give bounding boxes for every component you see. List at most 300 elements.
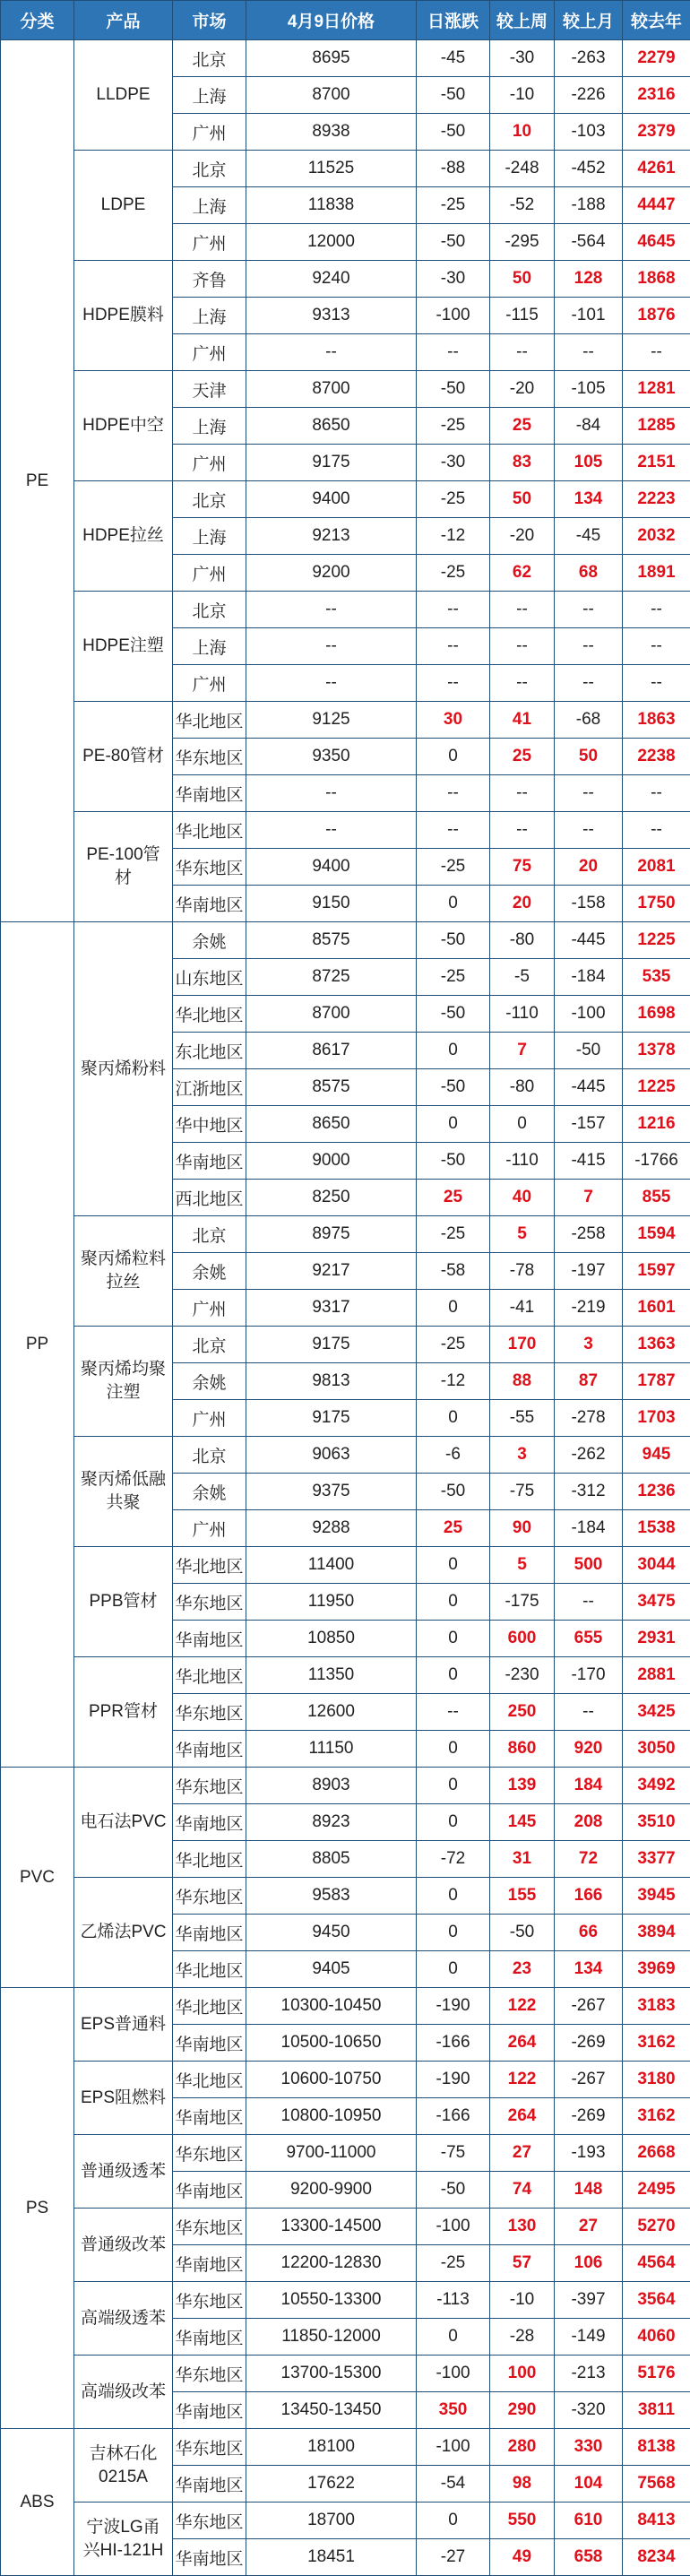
day-change-cell: 0 <box>417 1584 490 1621</box>
month-change-cell: -197 <box>555 1253 623 1290</box>
header-month-change: 较上月 <box>555 1 623 40</box>
day-change-cell: 0 <box>417 1547 490 1584</box>
week-change-cell: -55 <box>490 1400 555 1437</box>
market-cell: 华南地区 <box>173 775 246 812</box>
day-change-cell: 0 <box>417 1915 490 1951</box>
year-change-cell: 1281 <box>623 371 690 408</box>
week-change-cell: 290 <box>490 2392 555 2429</box>
week-change-cell: -- <box>490 628 555 665</box>
day-change-cell: -25 <box>417 408 490 445</box>
year-change-cell: 3162 <box>623 2098 690 2135</box>
day-change-cell: 0 <box>417 1731 490 1768</box>
day-change-cell: -25 <box>417 959 490 996</box>
market-cell: 华东地区 <box>173 1694 246 1731</box>
market-cell: 上海 <box>173 187 246 224</box>
market-cell: 华北地区 <box>173 2062 246 2098</box>
product-cell: 聚丙烯低融共聚 <box>74 1437 173 1547</box>
day-change-cell: -88 <box>417 151 490 187</box>
market-cell: 上海 <box>173 628 246 665</box>
year-change-cell: 2081 <box>623 849 690 886</box>
day-change-cell: 0 <box>417 1106 490 1143</box>
week-change-cell: 122 <box>490 2062 555 2098</box>
week-change-cell: -20 <box>490 518 555 555</box>
day-change-cell: -50 <box>417 114 490 151</box>
market-cell: 北京 <box>173 481 246 518</box>
day-change-cell: -- <box>417 665 490 702</box>
table-row <box>1 151 690 187</box>
header-week-change: 较上周 <box>490 1 555 40</box>
market-cell: 天津 <box>173 371 246 408</box>
price-cell: 12000 <box>246 224 417 261</box>
price-cell: 8617 <box>246 1033 417 1069</box>
year-change-cell: 1703 <box>623 1400 690 1437</box>
year-change-cell: 2238 <box>623 739 690 775</box>
category-cell: PVC <box>1 1768 74 1988</box>
header-year-change: 较去年 <box>623 1 690 40</box>
table-row <box>1 1988 690 2025</box>
market-cell: 华北地区 <box>173 996 246 1033</box>
week-change-cell: -248 <box>490 151 555 187</box>
price-cell: 9217 <box>246 1253 417 1290</box>
day-change-cell: 0 <box>417 2503 490 2539</box>
month-change-cell: -50 <box>555 1033 623 1069</box>
market-cell: 山东地区 <box>173 959 246 996</box>
market-cell: 华南地区 <box>173 1143 246 1180</box>
market-cell: 华东地区 <box>173 1768 246 1804</box>
month-change-cell: -105 <box>555 371 623 408</box>
month-change-cell: -84 <box>555 408 623 445</box>
day-change-cell: -50 <box>417 77 490 114</box>
month-change-cell: -184 <box>555 959 623 996</box>
month-change-cell: -278 <box>555 1400 623 1437</box>
day-change-cell: 0 <box>417 1804 490 1841</box>
month-change-cell: -445 <box>555 922 623 959</box>
week-change-cell: 41 <box>490 702 555 739</box>
week-change-cell: 122 <box>490 1988 555 2025</box>
market-cell: 华南地区 <box>173 2025 246 2062</box>
week-change-cell: -30 <box>490 40 555 77</box>
week-change-cell: 20 <box>490 886 555 922</box>
market-cell: 上海 <box>173 408 246 445</box>
header-day-change: 日涨跌 <box>417 1 490 40</box>
day-change-cell: -113 <box>417 2282 490 2319</box>
price-cell: -- <box>246 665 417 702</box>
market-cell: 华东地区 <box>173 739 246 775</box>
table-row <box>1 592 690 628</box>
table-row <box>1 1437 690 1474</box>
week-change-cell: 550 <box>490 2503 555 2539</box>
product-cell: PE-100管材 <box>74 812 173 922</box>
price-cell: 9175 <box>246 445 417 481</box>
month-change-cell: 184 <box>555 1768 623 1804</box>
week-change-cell: -115 <box>490 298 555 334</box>
price-cell: 9150 <box>246 886 417 922</box>
price-cell: -- <box>246 592 417 628</box>
product-cell: HDPE拉丝 <box>74 481 173 592</box>
day-change-cell: -12 <box>417 518 490 555</box>
market-cell: 华南地区 <box>173 886 246 922</box>
week-change-cell: 170 <box>490 1327 555 1363</box>
market-cell: 广州 <box>173 1400 246 1437</box>
market-cell: 华南地区 <box>173 1621 246 1657</box>
year-change-cell: 535 <box>623 959 690 996</box>
week-change-cell: 31 <box>490 1841 555 1878</box>
day-change-cell: -75 <box>417 2135 490 2172</box>
year-change-cell: 3050 <box>623 1731 690 1768</box>
product-cell: 普通级改苯 <box>74 2209 173 2282</box>
year-change-cell: 3475 <box>623 1584 690 1621</box>
market-cell: 华南地区 <box>173 1804 246 1841</box>
header-market: 市场 <box>173 1 246 40</box>
year-change-cell: -- <box>623 334 690 371</box>
week-change-cell: 62 <box>490 555 555 592</box>
product-cell: HDPE中空 <box>74 371 173 481</box>
week-change-cell: -80 <box>490 922 555 959</box>
table-row <box>1 702 690 739</box>
week-change-cell: 130 <box>490 2209 555 2245</box>
year-change-cell: 7568 <box>623 2466 690 2503</box>
week-change-cell: 27 <box>490 2135 555 2172</box>
market-cell: 西北地区 <box>173 1180 246 1216</box>
table-row <box>1 2429 690 2466</box>
week-change-cell: 280 <box>490 2429 555 2466</box>
market-cell: 广州 <box>173 445 246 481</box>
week-change-cell: 40 <box>490 1180 555 1216</box>
year-change-cell: -- <box>623 665 690 702</box>
price-cell: -- <box>246 812 417 849</box>
week-change-cell: 25 <box>490 408 555 445</box>
week-change-cell: -28 <box>490 2319 555 2356</box>
day-change-cell: 0 <box>417 1951 490 1988</box>
month-change-cell: 87 <box>555 1363 623 1400</box>
week-change-cell: -41 <box>490 1290 555 1327</box>
market-cell: 北京 <box>173 592 246 628</box>
month-change-cell: -452 <box>555 151 623 187</box>
month-change-cell: 655 <box>555 1621 623 1657</box>
price-cell: 13450-13450 <box>246 2392 417 2429</box>
month-change-cell: -- <box>555 334 623 371</box>
price-cell: 13700-15300 <box>246 2356 417 2392</box>
market-cell: 华东地区 <box>173 1878 246 1915</box>
month-change-cell: 500 <box>555 1547 623 1584</box>
month-change-cell: -213 <box>555 2356 623 2392</box>
price-cell: 11350 <box>246 1657 417 1694</box>
month-change-cell: -45 <box>555 518 623 555</box>
table-row <box>1 1878 690 1915</box>
market-cell: 余姚 <box>173 1474 246 1510</box>
month-change-cell: -262 <box>555 1437 623 1474</box>
year-change-cell: 1698 <box>623 996 690 1033</box>
price-cell: 9400 <box>246 849 417 886</box>
year-change-cell: 2032 <box>623 518 690 555</box>
month-change-cell: 50 <box>555 739 623 775</box>
price-cell: 9813 <box>246 1363 417 1400</box>
year-change-cell: 1601 <box>623 1290 690 1327</box>
year-change-cell: 945 <box>623 1437 690 1474</box>
month-change-cell: 66 <box>555 1915 623 1951</box>
table-row <box>1 2209 690 2245</box>
year-change-cell: -1766 <box>623 1143 690 1180</box>
product-cell: HDPE注塑 <box>74 592 173 702</box>
price-cell: 9175 <box>246 1327 417 1363</box>
day-change-cell: 0 <box>417 1400 490 1437</box>
year-change-cell: 5270 <box>623 2209 690 2245</box>
year-change-cell: 2279 <box>623 40 690 77</box>
year-change-cell: 3492 <box>623 1768 690 1804</box>
year-change-cell: 4645 <box>623 224 690 261</box>
price-cell: 18700 <box>246 2503 417 2539</box>
day-change-cell: -- <box>417 334 490 371</box>
week-change-cell: -- <box>490 334 555 371</box>
day-change-cell: -50 <box>417 2172 490 2209</box>
week-change-cell: 139 <box>490 1768 555 1804</box>
price-cell: 9375 <box>246 1474 417 1510</box>
month-change-cell: 166 <box>555 1878 623 1915</box>
table-row <box>1 1768 690 1804</box>
market-cell: 北京 <box>173 1216 246 1253</box>
price-cell: 11950 <box>246 1584 417 1621</box>
month-change-cell: -- <box>555 665 623 702</box>
year-change-cell: -- <box>623 592 690 628</box>
market-cell: 广州 <box>173 1510 246 1547</box>
market-cell: 江浙地区 <box>173 1069 246 1106</box>
year-change-cell: 3564 <box>623 2282 690 2319</box>
year-change-cell: 8234 <box>623 2539 690 2576</box>
month-change-cell: 134 <box>555 481 623 518</box>
week-change-cell: 250 <box>490 1694 555 1731</box>
week-change-cell: -230 <box>490 1657 555 1694</box>
year-change-cell: 1378 <box>623 1033 690 1069</box>
table-row <box>1 261 690 298</box>
price-cell: 9000 <box>246 1143 417 1180</box>
day-change-cell: -166 <box>417 2098 490 2135</box>
month-change-cell: 20 <box>555 849 623 886</box>
market-cell: 广州 <box>173 114 246 151</box>
year-change-cell: 3894 <box>623 1915 690 1951</box>
week-change-cell: 600 <box>490 1621 555 1657</box>
week-change-cell: 5 <box>490 1216 555 1253</box>
price-cell: 9317 <box>246 1290 417 1327</box>
day-change-cell: -166 <box>417 2025 490 2062</box>
year-change-cell: 5176 <box>623 2356 690 2392</box>
year-change-cell: 3811 <box>623 2392 690 2429</box>
month-change-cell: -258 <box>555 1216 623 1253</box>
year-change-cell: 3377 <box>623 1841 690 1878</box>
market-cell: 华东地区 <box>173 2503 246 2539</box>
table-row <box>1 2356 690 2392</box>
price-cell: 11850-12000 <box>246 2319 417 2356</box>
market-cell: 华南地区 <box>173 2392 246 2429</box>
table-row <box>1 2503 690 2539</box>
market-cell: 华南地区 <box>173 2319 246 2356</box>
week-change-cell: 100 <box>490 2356 555 2392</box>
product-cell: 聚丙烯均聚注塑 <box>74 1327 173 1437</box>
year-change-cell: 1216 <box>623 1106 690 1143</box>
year-change-cell: 2881 <box>623 1657 690 1694</box>
price-cell: 12200-12830 <box>246 2245 417 2282</box>
price-cell: 8700 <box>246 371 417 408</box>
table-body <box>1 40 690 2576</box>
day-change-cell: 350 <box>417 2392 490 2429</box>
week-change-cell: 155 <box>490 1878 555 1915</box>
month-change-cell: -188 <box>555 187 623 224</box>
price-cell: 11838 <box>246 187 417 224</box>
market-cell: 北京 <box>173 40 246 77</box>
year-change-cell: 1594 <box>623 1216 690 1253</box>
product-cell: 高端级改苯 <box>74 2356 173 2429</box>
week-change-cell: 57 <box>490 2245 555 2282</box>
price-cell: 13300-14500 <box>246 2209 417 2245</box>
price-cell: -- <box>246 775 417 812</box>
market-cell: 华南地区 <box>173 2466 246 2503</box>
market-cell: 余姚 <box>173 1253 246 1290</box>
year-change-cell: 2316 <box>623 77 690 114</box>
day-change-cell: -27 <box>417 2539 490 2576</box>
header-category: 分类 <box>1 1 74 40</box>
month-change-cell: 27 <box>555 2209 623 2245</box>
market-cell: 广州 <box>173 334 246 371</box>
price-cell: 9063 <box>246 1437 417 1474</box>
day-change-cell: 25 <box>417 1510 490 1547</box>
month-change-cell: 920 <box>555 1731 623 1768</box>
day-change-cell: 0 <box>417 886 490 922</box>
day-change-cell: -25 <box>417 481 490 518</box>
price-cell: 9350 <box>246 739 417 775</box>
price-cell: 9583 <box>246 1878 417 1915</box>
month-change-cell: -269 <box>555 2098 623 2135</box>
price-cell: 10550-13300 <box>246 2282 417 2319</box>
day-change-cell: -72 <box>417 1841 490 1878</box>
year-change-cell: 3425 <box>623 1694 690 1731</box>
price-cell: 8650 <box>246 408 417 445</box>
market-cell: 华南地区 <box>173 1915 246 1951</box>
price-cell: 18100 <box>246 2429 417 2466</box>
product-cell: 聚丙烯粒料拉丝 <box>74 1216 173 1327</box>
table-row <box>1 2062 690 2098</box>
price-cell: 8700 <box>246 77 417 114</box>
day-change-cell: -6 <box>417 1437 490 1474</box>
year-change-cell: 3969 <box>623 1951 690 1988</box>
month-change-cell: 106 <box>555 2245 623 2282</box>
price-cell: 9450 <box>246 1915 417 1951</box>
day-change-cell: 0 <box>417 1290 490 1327</box>
product-cell: PPR管材 <box>74 1657 173 1768</box>
product-cell: 电石法PVC <box>74 1768 173 1878</box>
day-change-cell: -30 <box>417 445 490 481</box>
price-cell: -- <box>246 628 417 665</box>
day-change-cell: -25 <box>417 2245 490 2282</box>
market-cell: 华东地区 <box>173 2282 246 2319</box>
week-change-cell: 74 <box>490 2172 555 2209</box>
market-cell: 上海 <box>173 298 246 334</box>
table-row <box>1 1657 690 1694</box>
week-change-cell: -50 <box>490 1915 555 1951</box>
table-row <box>1 2282 690 2319</box>
week-change-cell: -5 <box>490 959 555 996</box>
product-cell: PE-80管材 <box>74 702 173 812</box>
product-cell: HDPE膜料 <box>74 261 173 371</box>
market-cell: 华北地区 <box>173 812 246 849</box>
week-change-cell: 50 <box>490 481 555 518</box>
day-change-cell: -100 <box>417 2429 490 2466</box>
price-cell: 8975 <box>246 1216 417 1253</box>
month-change-cell: -149 <box>555 2319 623 2356</box>
price-cell: 8903 <box>246 1768 417 1804</box>
month-change-cell: -312 <box>555 1474 623 1510</box>
table-row <box>1 371 690 408</box>
market-cell: 华北地区 <box>173 1841 246 1878</box>
market-cell: 华北地区 <box>173 1951 246 1988</box>
price-cell: 9405 <box>246 1951 417 1988</box>
day-change-cell: 0 <box>417 1033 490 1069</box>
market-cell: 华北地区 <box>173 1988 246 2025</box>
week-change-cell: 264 <box>490 2025 555 2062</box>
month-change-cell: -267 <box>555 1988 623 2025</box>
day-change-cell: -- <box>417 592 490 628</box>
week-change-cell: -175 <box>490 1584 555 1621</box>
month-change-cell: 68 <box>555 555 623 592</box>
day-change-cell: -30 <box>417 261 490 298</box>
week-change-cell: -- <box>490 812 555 849</box>
year-change-cell: 8413 <box>623 2503 690 2539</box>
day-change-cell: -190 <box>417 1988 490 2025</box>
price-cell: 10500-10650 <box>246 2025 417 2062</box>
market-cell: 华南地区 <box>173 2539 246 2576</box>
market-cell: 华北地区 <box>173 1547 246 1584</box>
month-change-cell: -158 <box>555 886 623 922</box>
year-change-cell: 1750 <box>623 886 690 922</box>
month-change-cell: -- <box>555 1694 623 1731</box>
day-change-cell: -25 <box>417 849 490 886</box>
month-change-cell: -- <box>555 1584 623 1621</box>
week-change-cell: 264 <box>490 2098 555 2135</box>
month-change-cell: -184 <box>555 1510 623 1547</box>
table-row <box>1 1327 690 1363</box>
price-cell: 9313 <box>246 298 417 334</box>
price-cell: -- <box>246 334 417 371</box>
price-cell: 9240 <box>246 261 417 298</box>
day-change-cell: -100 <box>417 2209 490 2245</box>
day-change-cell: 0 <box>417 739 490 775</box>
month-change-cell: -100 <box>555 996 623 1033</box>
market-cell: 华东地区 <box>173 2209 246 2245</box>
market-cell: 华南地区 <box>173 2245 246 2282</box>
product-cell: 宁波LG甬兴HI-121H <box>74 2503 173 2576</box>
product-cell: 普通级透苯 <box>74 2135 173 2209</box>
week-change-cell: 50 <box>490 261 555 298</box>
market-cell: 华东地区 <box>173 1584 246 1621</box>
price-cell: 8575 <box>246 1069 417 1106</box>
year-change-cell: 2223 <box>623 481 690 518</box>
day-change-cell: 0 <box>417 1621 490 1657</box>
year-change-cell: 1787 <box>623 1363 690 1400</box>
week-change-cell: -10 <box>490 77 555 114</box>
price-cell: 8923 <box>246 1804 417 1841</box>
market-cell: 广州 <box>173 1290 246 1327</box>
year-change-cell: 1225 <box>623 1069 690 1106</box>
market-cell: 上海 <box>173 518 246 555</box>
day-change-cell: -50 <box>417 996 490 1033</box>
week-change-cell: 145 <box>490 1804 555 1841</box>
month-change-cell: -68 <box>555 702 623 739</box>
day-change-cell: -25 <box>417 1327 490 1363</box>
month-change-cell: 330 <box>555 2429 623 2466</box>
year-change-cell: 1538 <box>623 1510 690 1547</box>
day-change-cell: -58 <box>417 1253 490 1290</box>
price-cell: 9125 <box>246 702 417 739</box>
year-change-cell: 1876 <box>623 298 690 334</box>
month-change-cell: -269 <box>555 2025 623 2062</box>
